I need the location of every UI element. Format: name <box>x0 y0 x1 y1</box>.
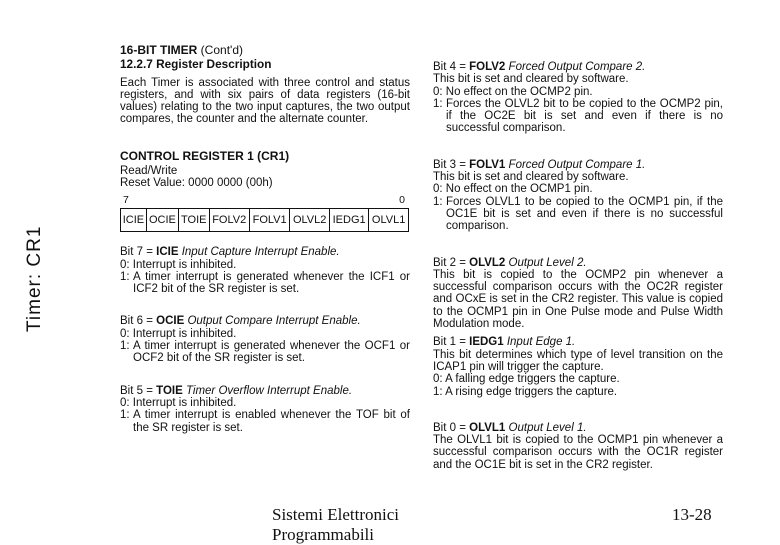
bit-cell: OLVL1 <box>369 208 409 231</box>
bit-low-number: 0 <box>399 193 405 206</box>
bit-high-number: 7 <box>123 193 129 206</box>
bit-cell: IEDG1 <box>330 208 369 231</box>
side-title: Timer: CR1 <box>24 225 45 332</box>
bit-numbers <box>120 194 408 206</box>
bit-cell: OCIE <box>146 208 178 231</box>
bit0-description: Bit 0 = OLVL1 Output Level 1. The OLVL1 bit is copied to the OCMP1 pin whenever a successful comparison occurs with the OC1R register and the OC1E bit is set in the CR2 register. <box>433 421 723 471</box>
register-access: Read/Write <box>120 165 178 178</box>
footer-course: Sistemi Elettronici Programmabili <box>272 505 400 544</box>
bit-cell: TOIE <box>179 208 210 231</box>
bit6-description: Bit 6 = OCIE Output Compare Interrupt Enable. 0: Interrupt is inhibited. 1: A timer interrupt is generated whenever the OCF1 or OCF2 bit of the SR register is set. <box>120 315 410 365</box>
bit7-description: Bit 7 = ICIE Input Capture Interrupt Enable. 0: Interrupt is inhibited. 1: A timer interrupt is generated whenever the ICF1 or ICF2 bit of the SR register is set. <box>120 246 410 296</box>
bit1-description: Bit 1 = IEDG1 Input Edge 1. This bit determines which type of level transition on the ICAP1 pin will trigger the capture. 0: A falling edge triggers the capture. 1: A rising edge triggers the capture. <box>433 336 723 398</box>
bit-cell: FOLV2 <box>209 208 249 231</box>
bit3-description: Bit 3 = FOLV1 Forced Output Compare 1. This bit is set and cleared by software. 0: No effect on the OCMP1 pin. 1: Forces OLVL1 to be copied to the OCMP1 pin, if the OC1E bit is set and even if there is no successful comparison. <box>433 158 723 233</box>
left-column <box>120 44 410 450</box>
bit-cell: FOLV1 <box>249 208 289 231</box>
bit2-description: Bit 2 = OLVL2 Output Level 2. This bit is copied to the OCMP2 pin whenever a successful comparison occurs with the OC2R register and OCxE is set in the CR2 register. This value is copied to the OCMP1 pin in One Pulse mode and Pulse Width Modulation mode. <box>433 256 723 331</box>
section-title: 16-BIT TIMER (Cont'd) <box>120 43 243 57</box>
bit4-description: Bit 4 = FOLV2 Forced Output Compare 2. This bit is set and cleared by software. 0: No effect on the OCMP2 pin. 1: Forces the OLVL2 bit to be copied to the OCMP2 pin, if the OC2E bit is set and even if there is no successful comparison. <box>433 61 723 135</box>
footer-page-number: 13-28 <box>672 505 712 524</box>
bit5-description: Bit 5 = TOIE Timer Overflow Interrupt Enable. 0: Interrupt is inhibited. 1: A timer interrupt is enabled whenever the TOF bit of the SR register is set. <box>120 384 410 434</box>
register-reset: Reset Value: 0000 0000 (00h) <box>120 177 273 190</box>
intro-paragraph: Each Timer is associated with three control and status registers, and with six pairs of data registers (16-bit values) relating to the two input captures, the two output compares, the counter and the alternate counter. <box>120 76 410 126</box>
right-column <box>433 61 723 471</box>
bit-cell: OLVL2 <box>290 208 330 231</box>
register-bit-table <box>120 208 409 232</box>
bit-cell: ICIE <box>121 208 147 231</box>
subsection-title: 12.2.7 Register Description <box>120 57 272 72</box>
register-title: CONTROL REGISTER 1 (CR1) <box>120 148 290 163</box>
